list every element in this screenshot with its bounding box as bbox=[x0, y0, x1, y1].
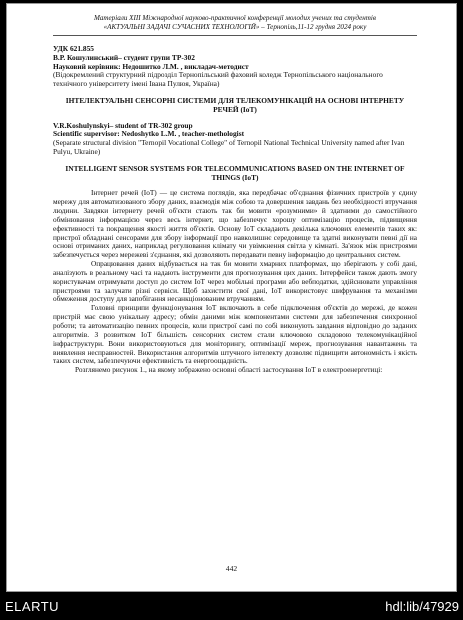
author-en: V.R.Koshulynskyi– student of TR-302 group bbox=[53, 120, 193, 130]
document-page bbox=[6, 3, 457, 592]
udk-code: УДК 621.855 bbox=[53, 44, 94, 53]
author-ua: В.Р. Кошулинський– студент групи ТР-302 bbox=[53, 52, 195, 62]
header-line-1: Матеріали XIII Міжнародної науково-практичної конференції молодих учених та студентів bbox=[94, 14, 376, 22]
body-paragraph-2: Опрацювання даних відбувається на так би мовити хмарних платформах, що зберігають у собі дані, аналізують в реальному часі та надають інструменти для прогнозування цих даних. Інтерфейси також дають змогу користувачам отримувати доступ до систем ІоТ через мобільні програми або вебподатки, здійснювати управління пристроями та залучати різні сервіси. Щоб захистити свої дані, ІоТ використовує шифрування та механізми обмеження доступу для запобігання несанкціонованим втручанням. bbox=[53, 259, 417, 304]
body-paragraph-1: Інтернет речей (ІоТ) — це система поглядів, яка передбачає об'єднання фізичних пристроїв у єдину мережу для автоматизованого збору даних, взаємодія між собою та довершення завдань без необхідності втручання людини. Завдяки інтернету речей об'єкти стають так би мовити «розумними» й здатними до самостійного обмінювання інформацією через весь інтернет, що забезпечує хорошу оптимізацію процесів, підвищення ефективності та покращення якості життя об'єктів. Основу ІоТ складають декілька ключових елементів таких як: пристрої обладнані сенсорами для збору інформації про навколишнє середовище та здатні виконувати певні дії на основі отриманих даних, наприклад регулювання клімату чи увімкнення світла у кімнаті. За'язок між пристроями забезпечується через мережеві з'єднання, які дозволяють передавати певну інформацію до центральних систем. bbox=[53, 188, 417, 260]
body-paragraph-3: Головні принципи функціонування ІоТ включають в себе підключення об'єктів до мережі, де кожен пристрій має свою унікальну адресу; обмін даними між компонентами системи для забезпечення синхронної роботи; та автоматизацію певних процесів, коли пристрої самі по собі виконують завдання відповідно до заданих алгоритмів. З розвитком ІоТ більшість сенсорних систем стали ключовою складовою телекомунікаційної інфраструктури. Вони використовуються для моніторингу, оптимізації мереж, прогнозування навантажень та виявлення несправностей. Використання алгоритмів штучного інтелекту дозволяє підвищити автономність і якість таких систем, забезпечуючи ефективність та енергоощадність. bbox=[53, 303, 417, 366]
supervisor-ua: Науковий керівник: Недошитко Л.М. , викладач-методист bbox=[53, 61, 249, 71]
header-rule bbox=[53, 35, 417, 36]
page-content bbox=[53, 14, 417, 375]
body-paragraph-4: Розглянемо рисунок 1., на якому зображено основні області застосування ІоТ в електроенергетиці: bbox=[75, 365, 383, 375]
affiliation-ua: (Відокремлений структурний підрозділ Тернопільський фаховий коледж Тернопільського національного технічного університету імені Івана Пулюя, Україна) bbox=[53, 70, 383, 89]
handle-identifier: hdl:lib/47929 bbox=[385, 599, 459, 614]
title-ua: ІНТЕЛЕКТУАЛЬНІ СЕНСОРНІ СИСТЕМИ ДЛЯ ТЕЛЕКОМУНІКАЦІЙ НА ОСНОВІ ІНТЕРНЕТУ РЕЧЕЙ (ІоТ) bbox=[65, 95, 405, 114]
repository-name: ELARTU bbox=[5, 599, 60, 614]
title-en: INTELLIGENT SENSOR SYSTEMS FOR TELECOMMUNICATIONS BASED ON THE INTERNET OF THINGS (IoT) bbox=[65, 163, 405, 182]
supervisor-en: Scientific supervisor: Nedoshytko L.M. , teacher-methologist bbox=[53, 129, 245, 139]
page-number: 442 bbox=[225, 564, 238, 573]
header-line-2: «АКТУАЛЬНІ ЗАДАЧІ СУЧАСНИХ ТЕХНОЛОГІЙ» – Тернопіль,11-12 грудня 2024 року bbox=[103, 23, 367, 31]
affiliation-en: (Separate structural division "Ternopil Vocational College" of Ternopil National Technical University named after Ivan Pulyu, Ukraine) bbox=[53, 138, 405, 156]
running-header bbox=[53, 14, 417, 32]
